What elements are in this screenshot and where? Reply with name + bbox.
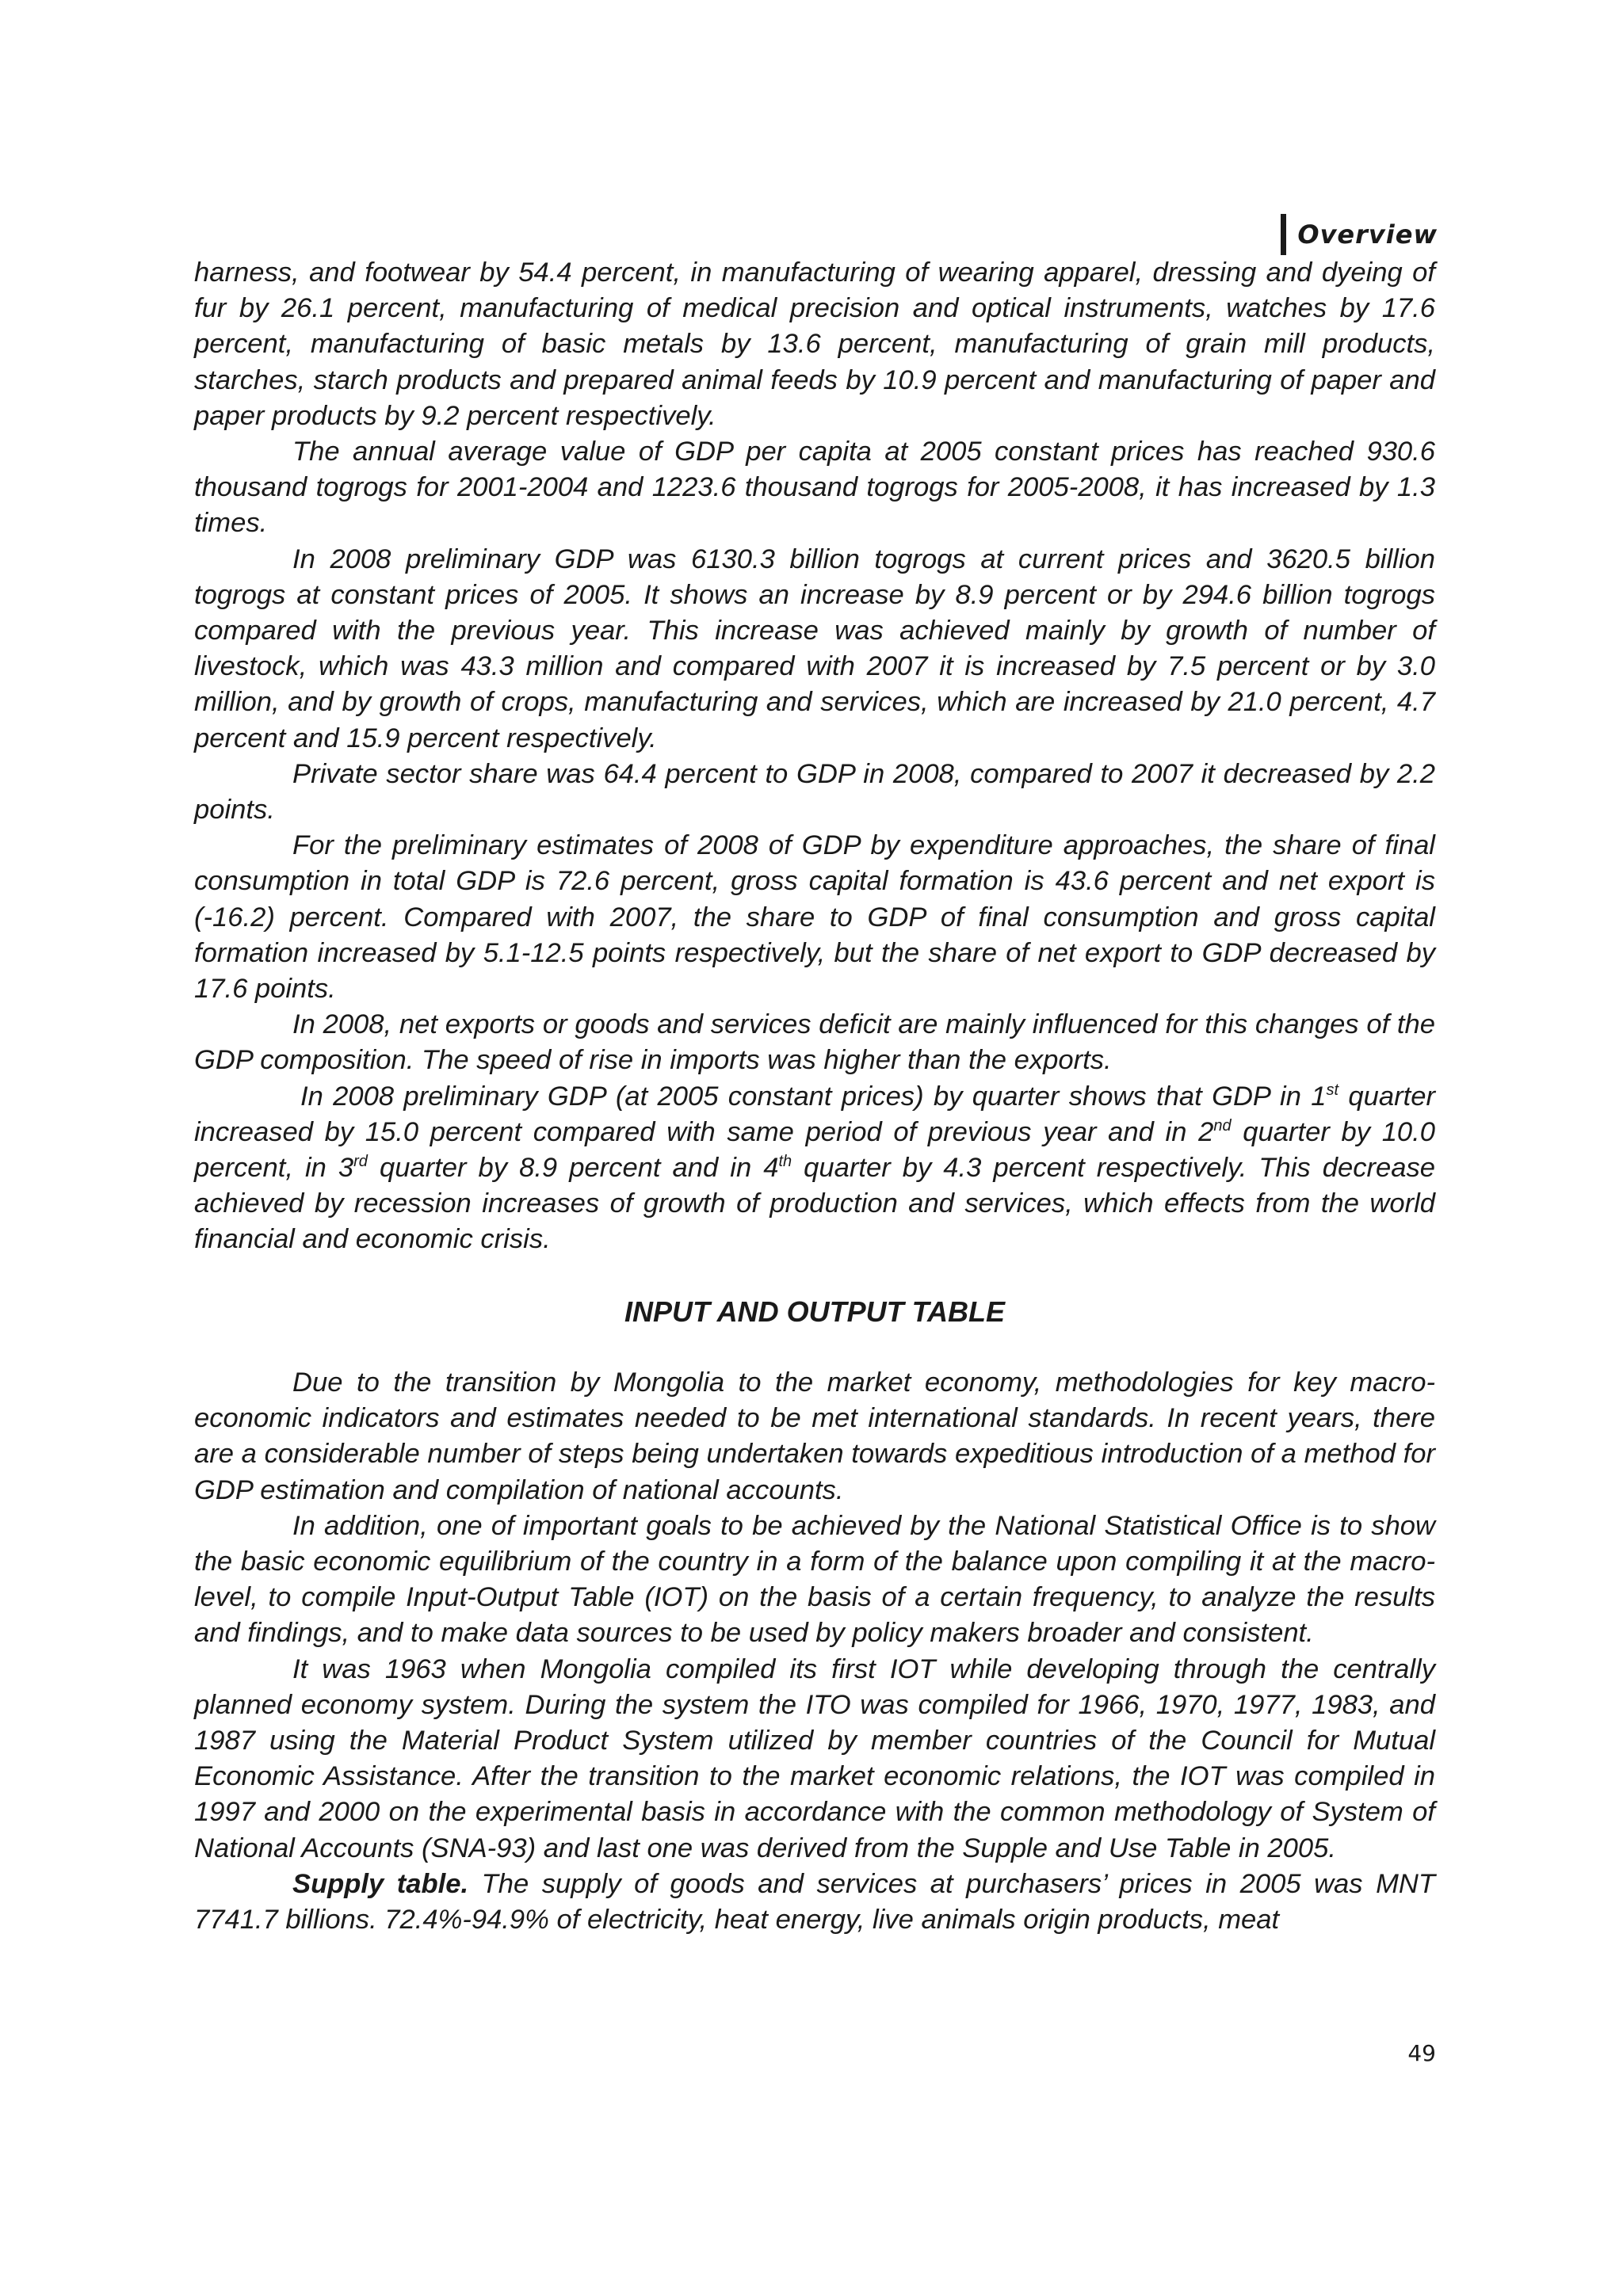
document-body bbox=[194, 255, 1435, 1938]
text-run: quarter by 10.0 percent, in 3 bbox=[194, 1116, 1435, 1184]
section-heading: INPUT AND OUTPUT TABLE bbox=[624, 1295, 1005, 1328]
paragraph: Private sector share was 64.4 percent to GDP in 2008, compared to 2007 it decreased by 2.2 points. bbox=[194, 758, 1435, 826]
paragraph-quarterly-gdp bbox=[194, 1079, 1435, 1258]
superscript: st bbox=[1326, 1081, 1339, 1099]
superscript: nd bbox=[1213, 1116, 1232, 1135]
paragraph: For the preliminary estimates of 2008 of GDP by expenditure approaches, the share of final consumption in total GDP is 72.6 percent, gross capital formation is 43.6 percent and net export is (-16.2) percent. Compared with 2007, the share to GDP of final consumption and gross capital formation increased by 5.1-12.5 points respectively, but the share of net export to GDP decreased by 17.6 points. bbox=[194, 830, 1435, 1005]
page-header bbox=[1281, 214, 1438, 255]
text-run: quarter by 8.9 percent and in 4 bbox=[367, 1153, 779, 1184]
paragraph: In addition, one of important goals to be achieved by the National Statistical Office is to show the basic economic equilibrium of the country in a form of the balance upon compiling it at the macro-level, to compile Input-Output Table (IOT) on the basis of a certain frequency, to analyze the results and findings, and to make data sources to be used by policy makers broader and consistent. bbox=[194, 1510, 1435, 1649]
page-number: 49 bbox=[1407, 2040, 1436, 2066]
bold-run-in-heading: Supply table. bbox=[292, 1868, 469, 1899]
text-run: The supply of goods and services at purchasers’ prices in 2005 was MNT 7741.7 billions. 72.4%-94.9% of electricity, heat energy, live animals origin products, meat bbox=[194, 1868, 1435, 1935]
text-run: quarter increased by 15.0 percent compared with same period of previous year and in 2 bbox=[194, 1081, 1435, 1147]
superscript: th bbox=[778, 1153, 792, 1171]
paragraph: In 2008, net exports or goods and services deficit are mainly influenced for this changes of the GDP composition. The speed of rise in imports was higher than the exports. bbox=[194, 1009, 1435, 1076]
paragraph: It was 1963 when Mongolia compiled its first IOT while developing through the centrally planned economy system. During the system the ITO was compiled for 1966, 1970, 1977, 1983, and 1987 using the Material Product System utilized by member countries of the Council for Mutual Economic Assistance. After the transition to the market economic relations, the IOT was compiled in 1997 and 2000 on the experimental basis in accordance with the common methodology of System of National Accounts (SNA-93) and last one was derived from the Supple and Use Table in 2005. bbox=[194, 1653, 1435, 1863]
text-run: quarter by 4.3 percent respectively. This decrease achieved by recession increases of growth of production and services, which effects from the world financial and economic crisis. bbox=[194, 1153, 1435, 1255]
paragraph: In 2008 preliminary GDP was 6130.3 billion togrogs at current prices and 3620.5 billion togrogs at constant prices of 2005. It shows an increase by 8.9 percent or by 294.6 billion togrogs compared with the previous year. This increase was achieved mainly by growth of number of livestock, which was 43.3 million and compared with 2007 it is increased by 7.5 percent or by 3.0 million, and by growth of crops, manufacturing and services, which are increased by 21.0 percent, 4.7 percent and 15.9 percent respectively. bbox=[194, 543, 1435, 753]
paragraph-supply-table bbox=[194, 1867, 1435, 1938]
superscript: rd bbox=[353, 1153, 368, 1171]
header-divider-bar bbox=[1281, 214, 1286, 255]
paragraph: Due to the transition by Mongolia to the market economy, methodologies for key macro-economic indicators and estimates needed to be met international standards. In recent years, there are a considerable number of steps being undertaken towards expeditious introduction of a method for GDP estimation and compilation of national accounts. bbox=[194, 1367, 1435, 1505]
paragraph: harness, and footwear by 54.4 percent, in manufacturing of wearing apparel, dressing and dyeing of fur by 26.1 percent, manufacturing of medical precision and optical instruments, watches by 17.6 percent, manufacturing of basic metals by 13.6 percent, manufacturing of grain mill products, starches, starch products and prepared animal feeds by 10.9 percent and manufacturing of paper and paper products by 9.2 percent respectively. bbox=[194, 257, 1435, 431]
text-run: In 2008 preliminary GDP (at 2005 constant prices) by quarter shows that GDP in 1 bbox=[300, 1081, 1327, 1112]
page-header-title: Overview bbox=[1297, 219, 1438, 250]
paragraph: The annual average value of GDP per capita at 2005 constant prices has reached 930.6 thousand togrogs for 2001-2004 and 1223.6 thousand togrogs for 2005-2008, it has increased by 1.3 times. bbox=[194, 437, 1435, 539]
